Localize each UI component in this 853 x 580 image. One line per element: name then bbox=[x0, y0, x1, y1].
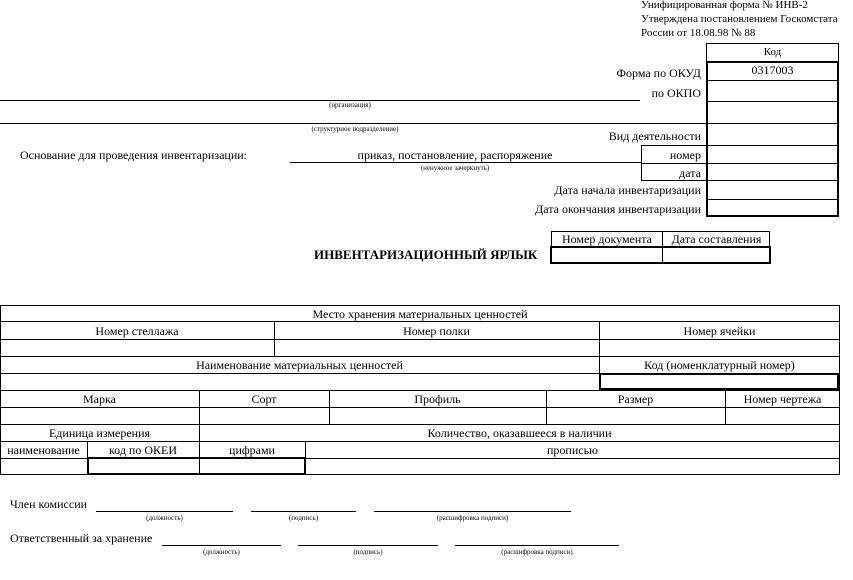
doc-number-header: Номер документа bbox=[561, 232, 653, 246]
qty-header: Количество, оказавшееся в наличии bbox=[427, 426, 612, 440]
code-header-table: Код (номенклатурный номер) bbox=[644, 358, 795, 372]
form-id: Унифицированная форма № ИНВ-2 bbox=[641, 0, 808, 11]
responsible-position-caption: (должность) bbox=[203, 548, 240, 556]
unit-name-header: наименование bbox=[7, 443, 80, 457]
basis-number-label: номер bbox=[669, 148, 701, 162]
start-date-label: Дата начала инвентаризации bbox=[554, 183, 701, 197]
shelf-header: Номер полки bbox=[403, 324, 470, 338]
drawing-header: Номер чертежа bbox=[743, 392, 822, 406]
code-header: Код bbox=[763, 46, 782, 58]
size-header: Размер bbox=[617, 392, 654, 406]
approval-date: России от 18.08.98 № 88 bbox=[641, 27, 756, 39]
okpo-label: по ОКПО bbox=[651, 86, 701, 100]
doc-title: ИНВЕНТАРИЗАЦИОННЫЙ ЯРЛЫК bbox=[314, 247, 538, 262]
activity-label: Вид деятельности bbox=[608, 129, 701, 143]
cell-header: Номер ячейки bbox=[683, 324, 756, 338]
member-position-caption: (должность) bbox=[146, 514, 183, 522]
brand-header: Марка bbox=[83, 392, 116, 406]
code-value-box bbox=[599, 373, 839, 390]
dept-caption: (структурное подразделение) bbox=[311, 125, 399, 133]
basis-caption: (ненужное зачеркнуть) bbox=[420, 164, 490, 172]
basis-value: приказ, постановление, распоряжение bbox=[357, 148, 553, 162]
code-column bbox=[706, 61, 839, 217]
okud-value: 0317003 bbox=[751, 63, 794, 77]
doc-date-header: Дата составления bbox=[671, 232, 762, 246]
quantity-value-box bbox=[87, 457, 306, 475]
responsible-decoding-caption: (расшифровка подписи) bbox=[501, 548, 573, 556]
member-signature-caption: (подпись) bbox=[288, 514, 319, 522]
rack-header: Номер стеллажа bbox=[95, 324, 179, 338]
end-date-label: Дата окончания инвентаризации bbox=[535, 202, 701, 216]
member-decoding-caption: (расшифровка подписи) bbox=[436, 514, 509, 522]
okei-header: код по ОКЕИ bbox=[108, 443, 178, 457]
profile-header: Профиль bbox=[414, 392, 461, 406]
responsible-label: Ответственный за хранение bbox=[10, 531, 153, 545]
name-header: Наименование материальных ценностей bbox=[196, 358, 403, 372]
basis-label: Основание для проведения инвентаризации: bbox=[20, 148, 248, 162]
code-header-cell bbox=[706, 43, 839, 61]
org-caption: (организация) bbox=[329, 101, 371, 109]
storage-header: Место хранения материальных ценностей bbox=[312, 307, 528, 321]
approval-line: Утверждена постановлением Госкомстата bbox=[641, 13, 838, 25]
grade-header: Сорт bbox=[251, 392, 277, 406]
unit-header: Единица измерения bbox=[48, 426, 151, 440]
okud-label: Форма по ОКУД bbox=[616, 66, 701, 80]
digits-header: цифрами bbox=[229, 443, 275, 457]
responsible-signature-caption: (подпись) bbox=[353, 548, 383, 556]
basis-date-label: дата bbox=[679, 166, 701, 180]
member-label: Член комиссии bbox=[10, 497, 88, 511]
words-header: прописью bbox=[546, 443, 599, 457]
doc-values-row bbox=[550, 246, 771, 264]
